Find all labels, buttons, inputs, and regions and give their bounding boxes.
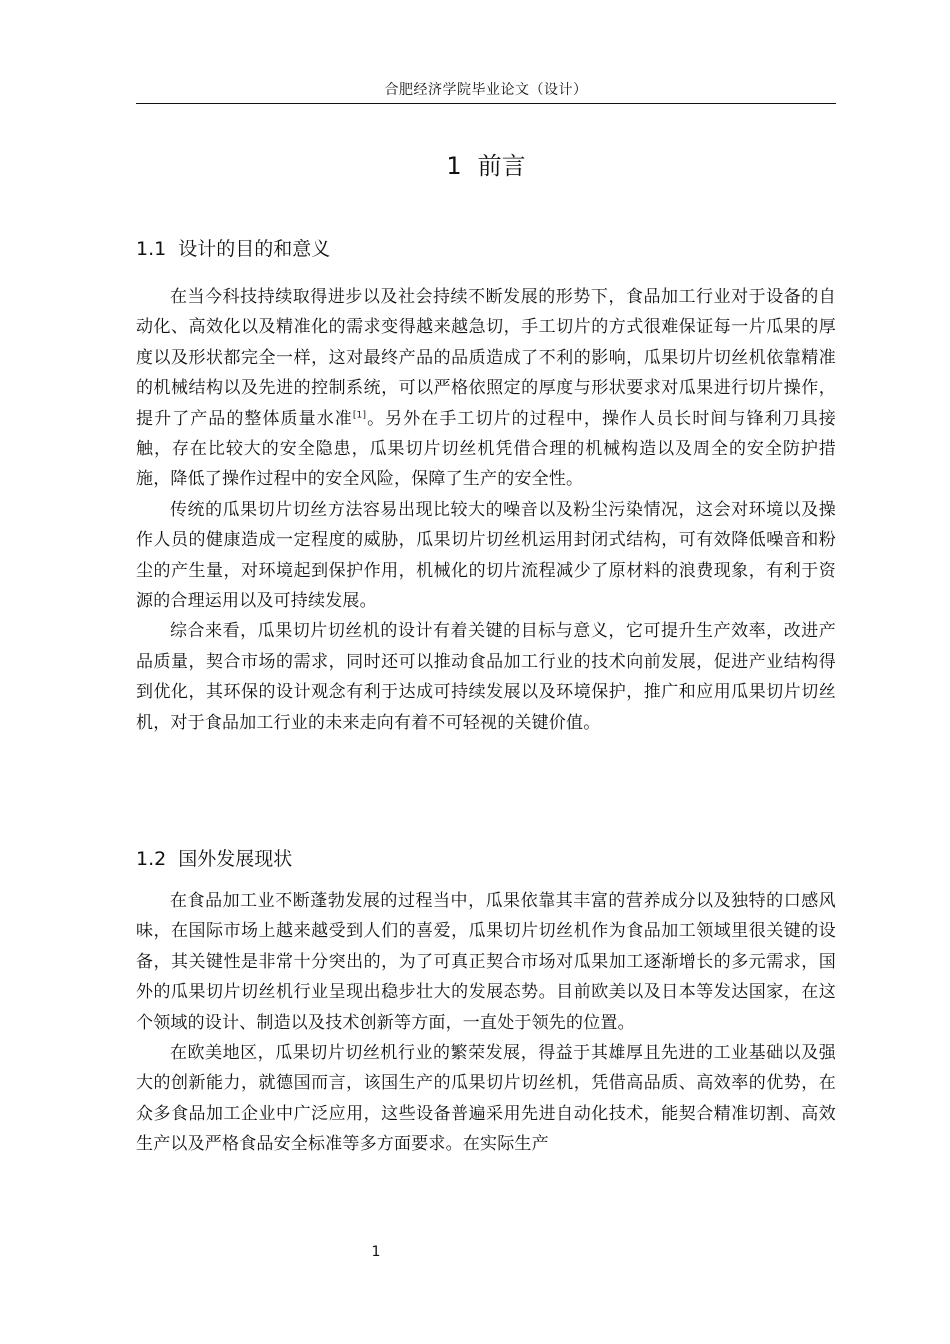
section-body-1-2 [136,886,836,1160]
paragraph: 传统的瓜果切片切丝方法容易出现比较大的噪音以及粉尘污染情况，这会对环境以及操作人员的健康造成一定程度的威胁，瓜果切片切丝机运用封闭式结构，可有效降低噪音和粉尘的产生量，对环境起到保护作用，机械化的切片流程减少了原材料的浪费现象，有利于资源的合理运用以及可持续发展。 [136,499,836,612]
section-heading-1-2 [136,844,836,874]
chapter-title [136,148,836,184]
section-heading-1-1 [136,234,836,264]
chapter-title-text: 前言 [477,152,526,180]
section-body-1-1 [136,282,836,738]
header-divider [136,103,836,104]
paragraph: 在食品加工业不断蓬勃发展的过程当中，瓜果依靠其丰富的营养成分以及独特的口感风味，在国际市场上越来越受到人们的喜爱，瓜果切片切丝机作为食品加工领域里很关键的设备，其关键性是非常十分突出的，为了可真正契合市场对瓜果加工逐渐增长的多元需求，国外的瓜果切片切丝机行业呈现出稳步壮大的发展态势。目前欧美以及日本等发达国家，在这个领域的设计、制造以及技术创新等方面，一直处于领先的位置。 [136,891,836,1033]
page-number: 1 [371,1244,381,1260]
section-number: 1.2 [136,848,167,870]
section-title: 国外发展现状 [178,848,293,870]
running-header: 合肥经济学院毕业论文（设计） [384,82,588,98]
section-number: 1.1 [136,238,167,260]
paragraph-text: 。另外在手工切片的过程中，操作人员长时间与锋利刀具接触，存在比较大的安全隐患，瓜果切片切丝机凭借合理的机械构造以及周全的安全防护措施，降低了操作过程中的安全风险，保障了生产的安全性。 [136,408,837,490]
section-title: 设计的目的和意义 [178,238,331,260]
paragraph: 综合来看，瓜果切片切丝机的设计有着关键的目标与意义，它可提升生产效率，改进产品质量，契合市场的需求，同时还可以推动食品加工行业的技术向前发展，促进产业结构得到优化，其环保的设计观念有利于达成可持续发展以及环境保护，推广和应用瓜果切片切丝机，对于食品加工行业的未来走向有着不可轻视的关键价值。 [136,621,836,733]
citation-reference: [1] [352,409,367,420]
chapter-number: 1 [446,152,462,180]
paragraph [136,282,836,495]
paragraph-text: 在当今科技持续取得进步以及社会持续不断发展的形势下，食品加工行业对于设备的自动化、高效化以及精准化的需求变得越来越急切，手工切片的方式很难保证每一片瓜果的厚度以及形状都完全一样，这对最终产品的品质造成了不利的影响，瓜果切片切丝机依靠精准的机械结构以及先进的控制系统，可以严格依照定的厚度与形状要求对瓜果进行切片操作，提升了产品的整体质量水准 [136,287,836,429]
paragraph: 在欧美地区，瓜果切片切丝机行业的繁荣发展，得益于其雄厚且先进的工业基础以及强大的创新能力，就德国而言，该国生产的瓜果切片切丝机，凭借高品质、高效率的优势，在众多食品加工企业中广泛应用，这些设备普遍采用先进自动化技术，能契合精准切割、高效生产以及严格食品安全标准等多方面要求。在实际生产 [136,1043,836,1155]
